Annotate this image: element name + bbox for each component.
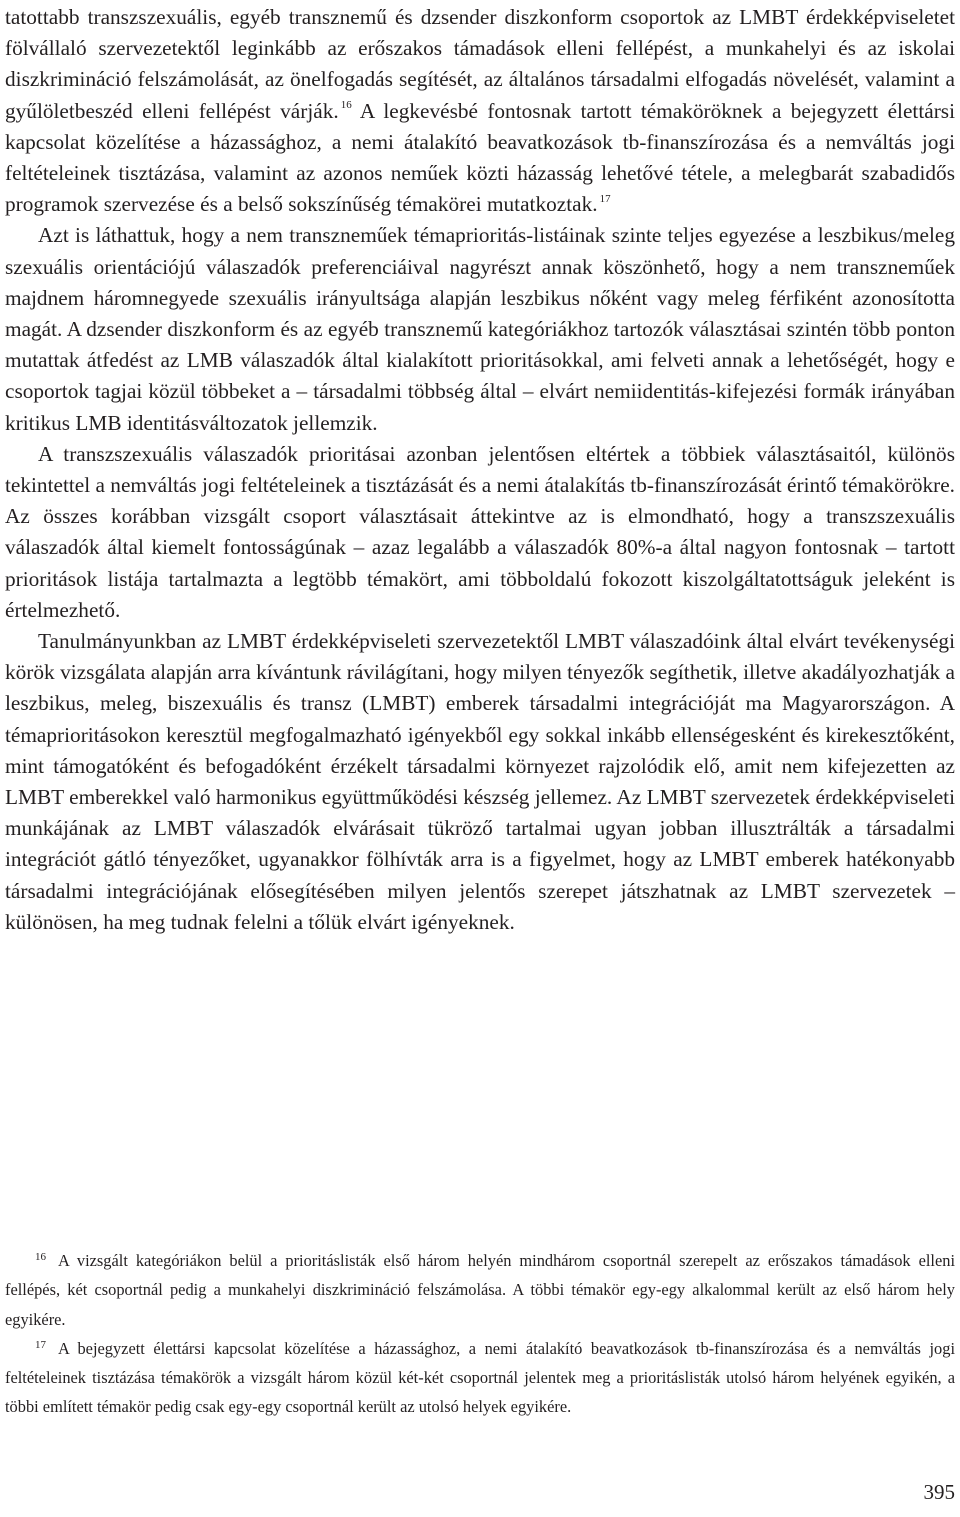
page-number: 395 bbox=[923, 1480, 955, 1504]
paragraph-3: A transzszexuális válaszadók prioritásai azonban jelentősen eltértek a többiek választásaitól, különös tekintettel a nemváltás jogi feltételeinek a tisztázását és a nemi átalakítás tb-finanszírozását érintő témakörökre. Az összes korábban vizsgált csoport választásait áttekintve az is elmondható, hogy a transzszexuális válaszadók által kiemelt fontosságúnak – azaz legalább a válaszadók 80%-a által nagyon fontosnak – tartott prioritások listája tartalmazta a legtöbb témakört, ami többoldalú fokozott kiszolgáltatottságuk jeleként is értelmezhető. bbox=[5, 441, 955, 622]
footnote-text: A bejegyzett élettársi kapcsolat közelítése a házassághoz, a nemi átalakító beavatkozások tb-finanszírozása és a nemváltás jogi feltételeinek tisztázása témakörök a vizsgált három közül két-két csoportnál jelentek meg a prioritáslisták utolsó három helyének egyikén, a többi említett témakör pedig csak egy-egy csoportnál került az utolsó helyek egyikére. bbox=[5, 1338, 955, 1417]
footnote-ref-16[interactable]: 16 bbox=[340, 99, 352, 112]
paragraph-1 bbox=[5, 2, 955, 220]
footnote-16: 16 A vizsgált kategóriákon belül a prioritáslisták első három helyén mindhárom csoportnál szerepelt az erőszakos támadások elleni fellépés, két csoportnál pedig a munkahelyi diszkrimináció felszámolása. A többi témakör egy-egy alkalommal került az első három hely egyikére. bbox=[5, 1250, 955, 1329]
footnote-17: 17 A bejegyzett élettársi kapcsolat közelítése a házassághoz, a nemi átalakító beavatkozások tb-finanszírozása és a nemváltás jogi feltételeinek tisztázása témakörök a vizsgált három közül két-két csoportnál jelentek meg a prioritáslisták utolsó három helyének egyikén, a többi említett témakör pedig csak egy-egy csoportnál került az utolsó helyek egyikére. bbox=[5, 1338, 955, 1417]
footnotes bbox=[5, 1246, 955, 1422]
paragraph-2: Azt is láthattuk, hogy a nem transzneműek témaprioritás-listáinak szinte teljes egyezése a leszbikus/meleg szexuális orientációjú válaszadók preferenciáival nagyrészt annak köszönhető, hogy a nem transzneműek majdnem háromnegyede szexuális irányultsága alapján leszbikus nőként vagy meleg férfiként azonosította magát. A dzsender diszkonform és az egyéb transznemű kategóriákhoz tartozók választásai szintén több ponton mutattak átfedést az LMB válaszadók által kialakított prioritásokkal, ami felveti annak a lehetőségét, hogy e csoportok tagjai közül többeket a – társadalmi többség által – elvárt nemiidentitás-kifejezési formák irányában kritikus LMB identitásváltozatok jellemzik. bbox=[5, 223, 955, 435]
paragraph-1-text-b: A legkevésbé fontosnak tartott témaköröknek a bejegyzett élettársi kapcsolat közelítése a házassághoz, a nemi átalakító beavatkozások tb-finanszírozása és a nemváltás jogi feltételeinek tisztázása, valamint az azonos neműek közti házasság lehetővé tétele, a melegbarát szabadidős programok szervezése és a belső sokszínűség témakörei mutatkoztak. bbox=[5, 98, 955, 217]
paragraph-4: Tanulmányunkban az LMBT érdekképviseleti szervezetektől LMBT válaszadóink által elvárt tevékenységi körök vizsgálata alapján arra kívántunk rávilágítani, hogy milyen tényezők segíthetik, illetve akadályozhatják a leszbikus, meleg, biszexuális és transz (LMBT) emberek társadalmi integrációját ma Magyarországon. A témaprioritásokon keresztül megfogalmazható igényekből egy sokkal inkább ellenségesként és kirekesztőként, mint támogatóként és befogadóként érzékelt társadalmi környezet rajzolódik elő, amit nem kifejezetten az LMBT emberekkel való harmonikus együttműködési készség jellemez. Az LMBT szervezetek érdekképviseleti munkájának az LMBT válaszadók elvárásait tükröző tartalmai ugyan jobban illusztrálták a társadalmi integrációt gátló tényezőket, ugyanakkor fölhívták arra is a figyelmet, hogy az LMBT emberek hatékonyabb társadalmi integrációjának elősegítésében milyen jelentős szerepet játszhatnak az LMBT szervezetek – különösen, ha meg tudnak felelni a tőlük elvárt igényeknek. bbox=[5, 629, 955, 934]
footnote-text: A vizsgált kategóriákon belül a prioritáslisták első három helyén mindhárom csoportnál szerepelt az erőszakos támadások elleni fellépés, két csoportnál pedig a munkahelyi diszkrimináció felszámolása. A többi témakör egy-egy alkalommal került az első három hely egyikére. bbox=[5, 1251, 955, 1329]
body-text bbox=[5, 2, 955, 938]
paragraph-1-text-a: tatottabb transzszexuális, egyéb transznemű és dzsender diszkonform csoportok az LMBT érdekképviseletet fölvállaló szervezetektől leginkább az erőszakos támadások elleni fellépést, a munkahelyi és az iskolai diszkrimináció felszámolását, az önelfogadás segítését, az általános társadalmi elfogadás növelését, valamint a gyűlöletbeszéd elleni fellépést várják. bbox=[5, 5, 955, 123]
footnote-ref-17[interactable]: 17 bbox=[599, 192, 611, 205]
